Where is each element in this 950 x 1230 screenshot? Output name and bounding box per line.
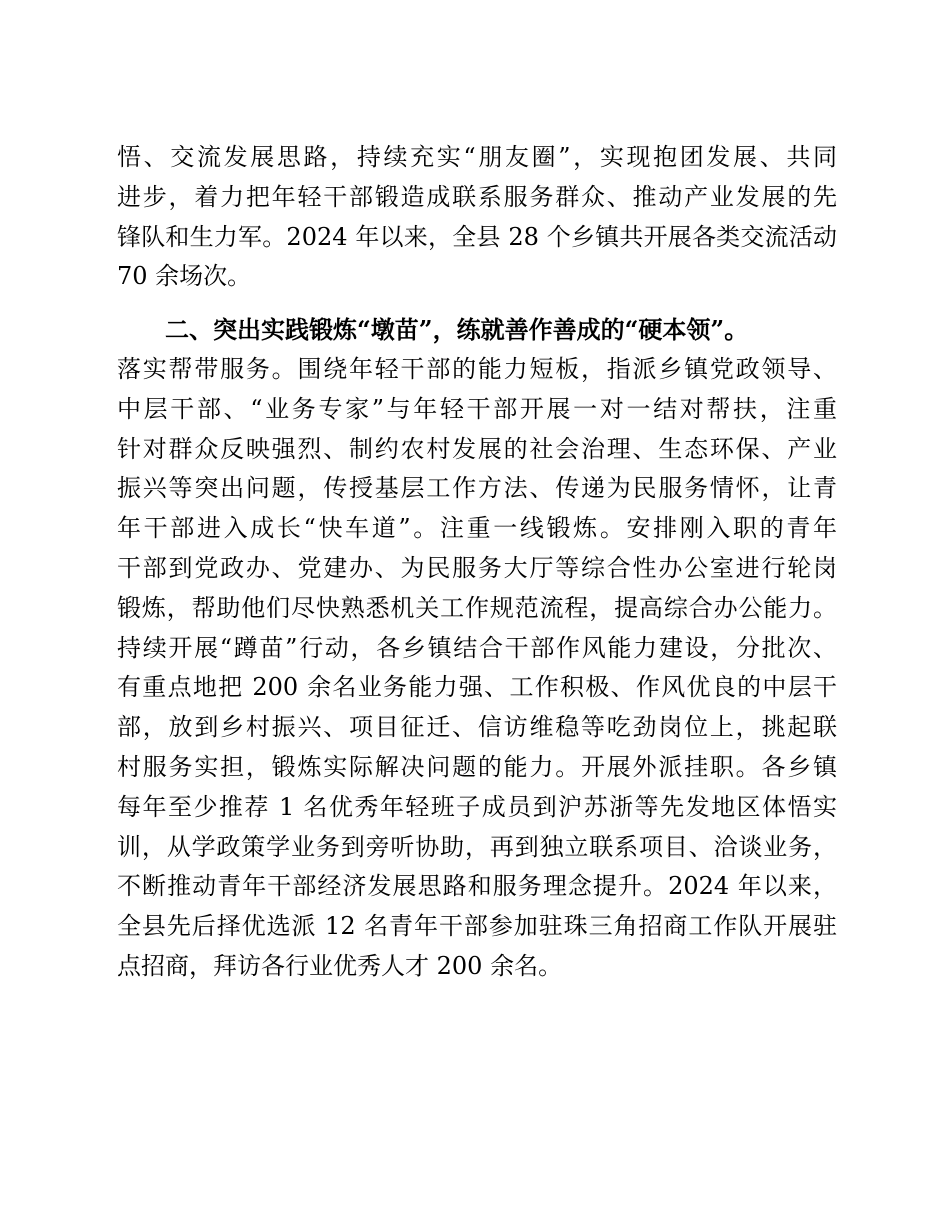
paragraph-line: 中层干部、“业务专家”与年轻干部开展一对一结对帮扶，注重 bbox=[117, 394, 837, 423]
paragraph-line: 有重点地把 200 余名业务能力强、工作积极、作风优良的中层干 bbox=[117, 673, 837, 702]
paragraph-2 bbox=[117, 350, 837, 987]
paragraph-1 bbox=[117, 138, 837, 297]
paragraph-line: 进步，着力把年轻干部锻造成联系服务群众、推动产业发展的先 bbox=[117, 182, 837, 211]
paragraph-line: 悟、交流发展思路，持续充实“朋友圈”，实现抱团发展、共同 bbox=[117, 143, 837, 171]
paragraph-line: 振兴等突出问题，传授基层工作方法、传递为民服务情怀，让青 bbox=[117, 474, 837, 503]
paragraph-line: 点招商，拜访各行业优秀人才 200 余名。 bbox=[117, 951, 563, 980]
document-body bbox=[117, 138, 837, 987]
paragraph-line: 年干部进入成长“快车道”。注重一线锻炼。安排刚入职的青年 bbox=[117, 514, 837, 543]
paragraph-line: 每年至少推荐 1 名优秀年轻班子成员到沪苏浙等先发地区体悟实 bbox=[117, 792, 837, 821]
paragraph-line: 持续开展“蹲苗”行动，各乡镇结合干部作风能力建设，分批次、 bbox=[117, 633, 837, 662]
paragraph-line: 锻炼，帮助他们尽快熟悉机关工作规范流程，提高综合办公能力。 bbox=[117, 593, 837, 622]
paragraph-line: 全县先后择优选派 12 名青年干部参加驻珠三角招商工作队开展驻 bbox=[117, 912, 837, 941]
paragraph-line: 锋队和生力军。2024 年以来，全县 28 个乡镇共开展各类交流活动 bbox=[117, 222, 837, 251]
paragraph-line: 干部到党政办、党建办、为民服务大厅等综合性办公室进行轮岗 bbox=[117, 553, 837, 582]
paragraph-line: 部，放到乡村振兴、项目征迁、信访维稳等吃劲岗位上，挑起联 bbox=[117, 713, 837, 742]
paragraph-line: 70 余场次。 bbox=[117, 262, 252, 291]
paragraph-line: 村服务实担，锻炼实际解决问题的能力。开展外派挂职。各乡镇 bbox=[117, 752, 837, 781]
section-heading: 二、突出实践锻炼“墩苗”，练就善作善成的“硬本领”。 bbox=[165, 315, 749, 345]
paragraph-line: 针对群众反映强烈、制约农村发展的社会治理、生态环保、产业 bbox=[117, 434, 837, 463]
paragraph-line: 训，从学政策学业务到旁听协助，再到独立联系项目、洽谈业务， bbox=[117, 832, 837, 861]
paragraph-line: 不断推动青年干部经济发展思路和服务理念提升。2024 年以来， bbox=[117, 872, 837, 901]
paragraph-line: 落实帮带服务。围绕年轻干部的能力短板，指派乡镇党政领导、 bbox=[117, 354, 837, 383]
